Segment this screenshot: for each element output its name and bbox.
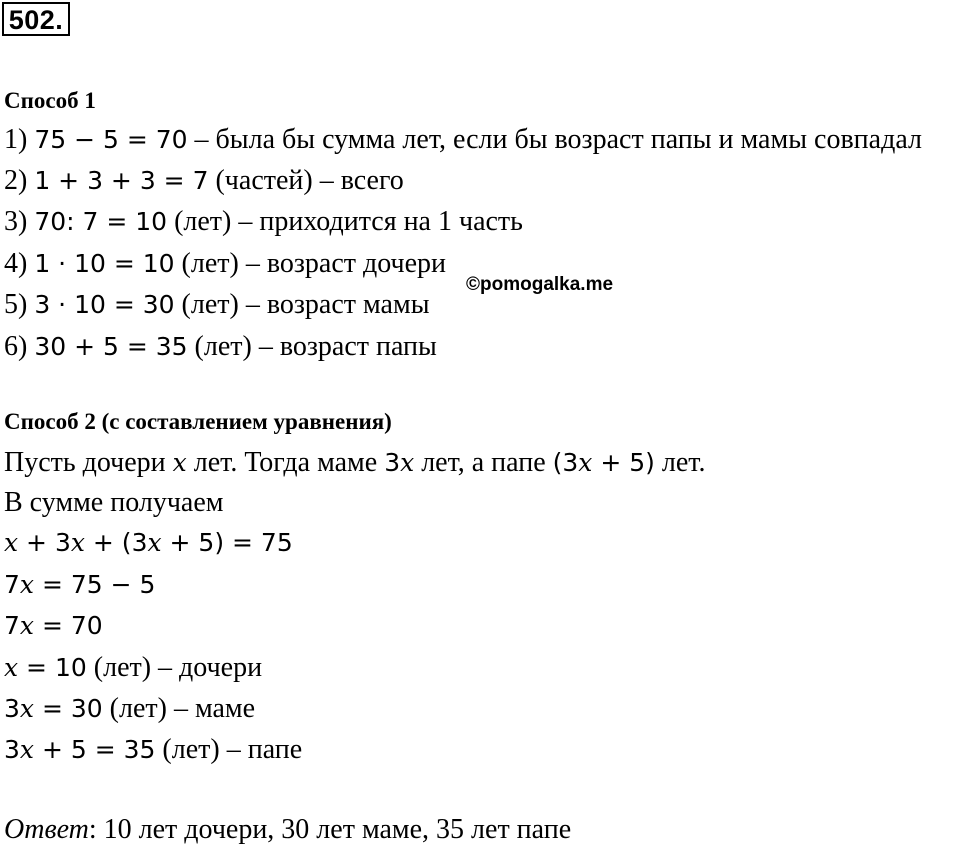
equation-math: + 5 = 35: [34, 735, 156, 764]
intro-math: + 5): [592, 448, 655, 477]
equation-text: (лет) – папе: [155, 734, 303, 765]
answer-text: : 10 лет дочери, 30 лет маме, 35 лет папе: [88, 814, 572, 845]
intro-text: лет, а папе: [414, 447, 553, 478]
step-number: 4): [4, 248, 28, 279]
equation-2: [4, 571, 155, 599]
equation-3: [4, 612, 103, 640]
step-expression: 75 − 5 = 70: [34, 125, 188, 154]
equation-math: + (3: [84, 528, 148, 557]
method2-intro: [4, 449, 705, 477]
step-number: 3): [4, 206, 28, 237]
method1-step-2: [4, 167, 404, 195]
equation-math: + 5) = 75: [161, 528, 293, 557]
intro-text: Пусть дочери: [4, 447, 173, 478]
equation-6: [4, 736, 302, 764]
intro-math: (3: [552, 448, 579, 477]
step-number: 5): [4, 289, 28, 320]
variable-x: x: [19, 611, 35, 640]
method1-heading: Способ 1: [4, 88, 96, 113]
method2-heading: Способ 2 (с составлением уравнения): [4, 409, 392, 434]
equation-1: [4, 529, 293, 557]
equation-math: 7: [4, 611, 20, 640]
step-text: (лет) – возраст мамы: [174, 289, 430, 320]
equation-math: = 75 − 5: [34, 570, 156, 599]
equation-5: [4, 695, 255, 723]
method1-step-3: [4, 208, 523, 236]
variable-x: x: [19, 694, 35, 723]
step-number: 1): [4, 124, 28, 155]
variable-x: x: [172, 448, 187, 477]
answer: [4, 816, 571, 844]
step-expression: 1 + 3 + 3 = 7: [34, 166, 209, 195]
variable-x: x: [400, 448, 415, 477]
equation-math: + 3: [18, 528, 71, 557]
problem-number: 502.: [2, 2, 70, 36]
step-text: (лет) – возраст папы: [187, 331, 437, 362]
method1-step-1: [4, 126, 922, 154]
answer-label: Ответ: [4, 814, 89, 845]
intro-text: лет. Тогда маме: [186, 447, 385, 478]
variable-x: x: [578, 448, 593, 477]
step-expression: 70: 7 = 10: [34, 207, 168, 236]
variable-x: x: [19, 735, 35, 764]
variable-x: x: [70, 528, 85, 557]
step-expression: 1 · 10 = 10: [34, 249, 175, 278]
step-number: 2): [4, 165, 28, 196]
step-expression: 3 · 10 = 30: [34, 290, 175, 319]
equation-text: (лет) – дочери: [86, 652, 263, 683]
method1-step-4: [4, 250, 446, 278]
equation-math: = 70: [34, 611, 103, 640]
equation-4: [4, 654, 262, 682]
method1-step-5: [4, 291, 430, 319]
intro-math: 3: [384, 448, 401, 477]
step-number: 6): [4, 331, 28, 362]
method1-step-6: [4, 333, 437, 361]
intro-text: лет.: [654, 447, 706, 478]
step-text: (частей) – всего: [208, 165, 404, 196]
equation-math: 3: [4, 694, 20, 723]
step-text: – была бы сумма лет, если бы возраст папы и мамы совпадал: [187, 124, 922, 155]
equation-math: 3: [4, 735, 20, 764]
method2-sum-text: В сумме получаем: [4, 487, 224, 518]
equation-math: = 10: [18, 653, 87, 682]
step-text: (лет) – приходится на 1 часть: [167, 206, 523, 237]
variable-x: x: [147, 528, 162, 557]
variable-x: x: [19, 570, 35, 599]
step-text: (лет) – возраст дочери: [174, 248, 447, 279]
variable-x: x: [4, 653, 19, 682]
equation-math: = 30: [34, 694, 103, 723]
watermark: ©pomogalka.me: [466, 274, 614, 295]
step-expression: 30 + 5 = 35: [34, 332, 188, 361]
variable-x: x: [4, 528, 19, 557]
equation-text: (лет) – маме: [102, 693, 256, 724]
equation-math: 7: [4, 570, 20, 599]
